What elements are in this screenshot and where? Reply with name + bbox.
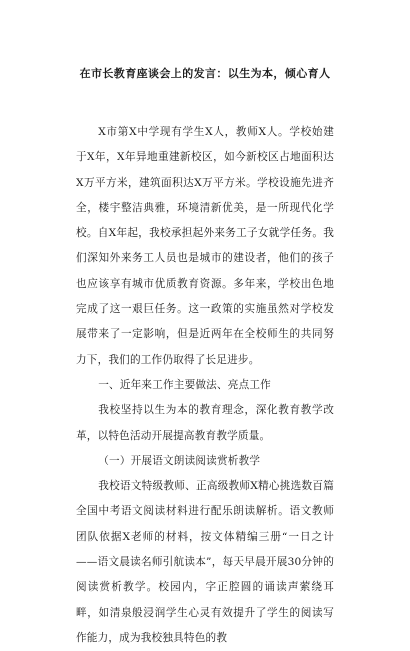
paragraph-reading: 我校语文特级教师、正高级教师X精心挑选数百篇全国中考语文阅读材料进行配乐朗读解析。语文教师团队依据X老师的材料，按文体精编三册“一日之计——语文晨读名师引航读本”，每天早晨开展30分钟的阅读赏析教学。校园内，字正腔圆的诵读声萦绕耳畔，如清泉般浸润学生心灵有效提升了学生的阅读写作能力，成为我校独具特色的教 bbox=[76, 480, 334, 644]
document-body bbox=[76, 120, 334, 651]
subsection-heading: （一）开展语文朗读阅读赏析教学 bbox=[98, 454, 261, 467]
section-heading: 一、近年来工作主要做法、亮点工作 bbox=[98, 378, 271, 391]
paragraph-approach: 我校坚持以生为本的教育理念，深化教育教学改革，以特色活动开展提高教育教学质量。 bbox=[76, 404, 334, 442]
paragraph-intro: X市第X中学现有学生X人，教师X人。学校始建于X年，X年异地重建新校区，如今新校区占地面积达X万平方米，建筑面积达X万平方米。学校设施先进齐全，楼宇整洁典雅，环境清新优美，是一所现代化学校。自X年起，我校承担起外来务工子女就学任务。我们深知外来务工人员也是城市的建设者，他们的孩子也应该享有城市优质教育资源。多年来，学校出色地完成了这一艰巨任务。这一政策的实施虽然对学校发展带来了一定影响，但是近两年在全校师生的共同努力下，我们的工作仍取得了长足进步。 bbox=[76, 126, 334, 366]
document-title: 在市长教育座谈会上的发言：以生为本，倾心育人 bbox=[79, 67, 331, 80]
